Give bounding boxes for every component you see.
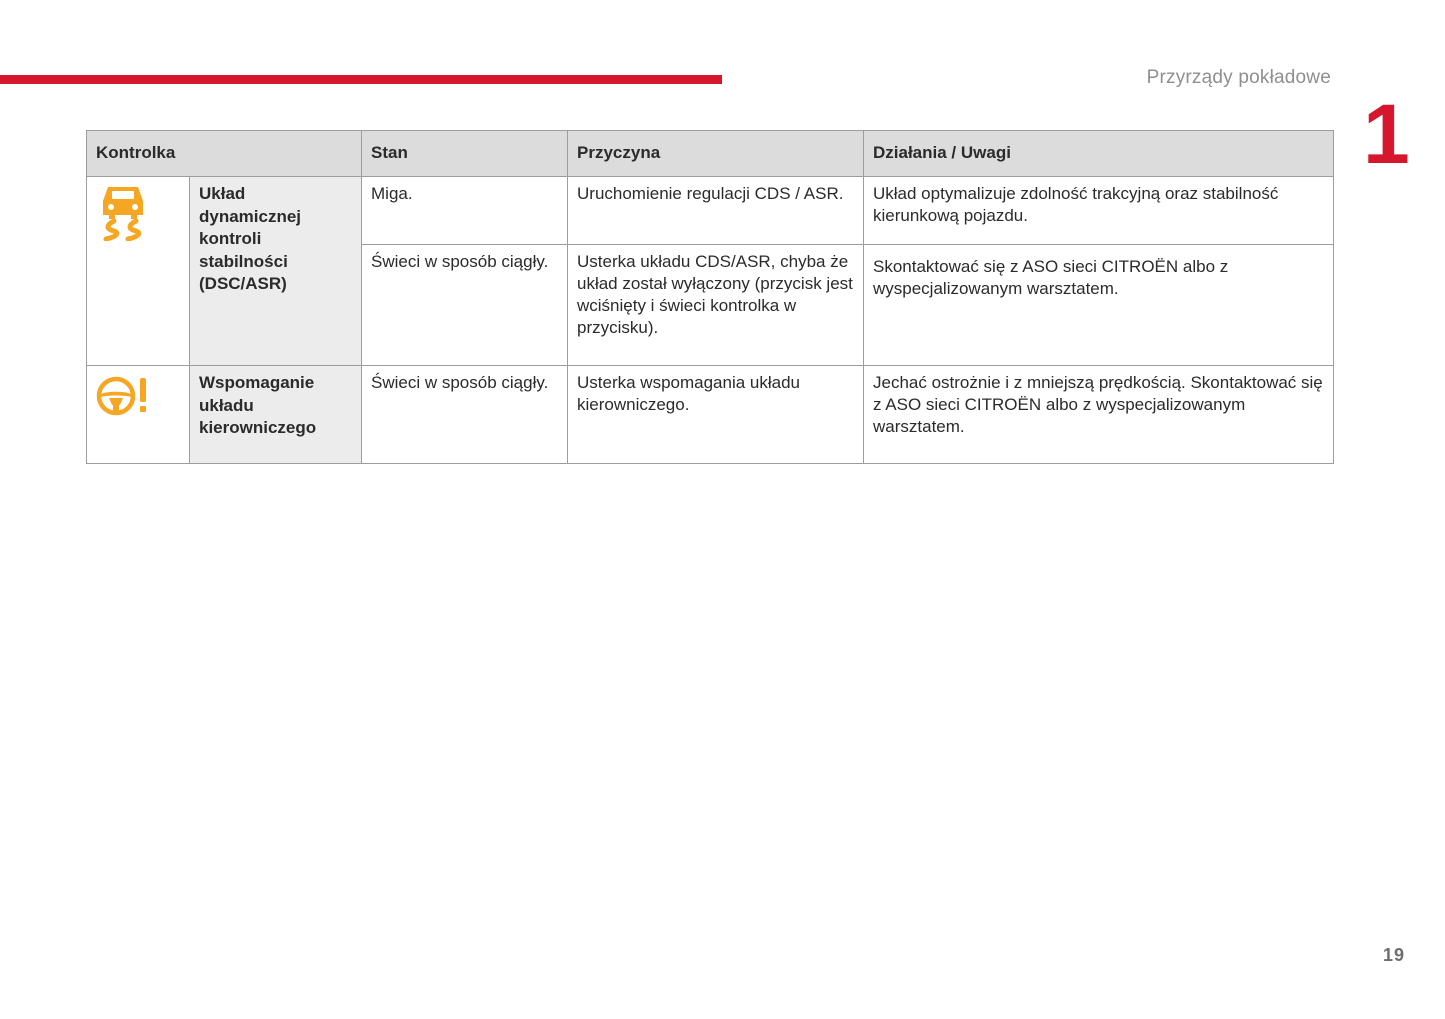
indicator-name-power-steering: Wspomaganie układu kierowniczego <box>190 366 362 464</box>
indicator-icon-cell <box>87 366 190 464</box>
cell-przyczyna: Uruchomienie regulacji CDS / ASR. <box>568 177 864 245</box>
header-dzialania: Działania / Uwagi <box>864 131 1334 177</box>
section-title: Przyrządy pokładowe <box>1146 67 1331 88</box>
table-row <box>87 177 1334 245</box>
cell-dzialania: Skontaktować się z ASO sieci CITROËN albo z wyspecjalizowanym warsztatem. <box>864 245 1334 366</box>
header-accent-bar <box>0 75 722 84</box>
cell-stan: Świeci w sposób ciągły. <box>362 366 568 464</box>
page-number: 19 <box>1382 945 1405 965</box>
header-przyczyna: Przyczyna <box>568 131 864 177</box>
chapter-number: 1 <box>1363 87 1408 181</box>
steering-wheel-warning-icon <box>96 374 152 424</box>
header-kontrolka: Kontrolka <box>87 131 362 177</box>
skidding-car-icon <box>96 183 150 247</box>
cell-przyczyna: Usterka układu CDS/ASR, chyba że układ został wyłączony (przycisk jest wciśnięty i świeci kontrolka w przycisku). <box>568 245 864 366</box>
indicator-name-dsc-asr: Układ dynamicznej kontroli stabilności (DSC/ASR) <box>190 177 362 366</box>
table-row <box>87 366 1334 464</box>
cell-dzialania: Układ optymalizuje zdolność trakcyjną oraz stabilność kierunkową pojazdu. <box>864 177 1334 245</box>
cell-stan: Miga. <box>362 177 568 245</box>
indicator-icon-cell <box>87 177 190 366</box>
warning-lights-table <box>86 130 1334 464</box>
cell-stan: Świeci w sposób ciągły. <box>362 245 568 366</box>
table-header-row <box>87 131 1334 177</box>
cell-dzialania: Jechać ostrożnie i z mniejszą prędkością. Skontaktować się z ASO sieci CITROËN albo z wyspecjalizowanym warsztatem. <box>864 366 1334 464</box>
cell-przyczyna: Usterka wspomagania układu kierowniczego. <box>568 366 864 464</box>
header-stan: Stan <box>362 131 568 177</box>
